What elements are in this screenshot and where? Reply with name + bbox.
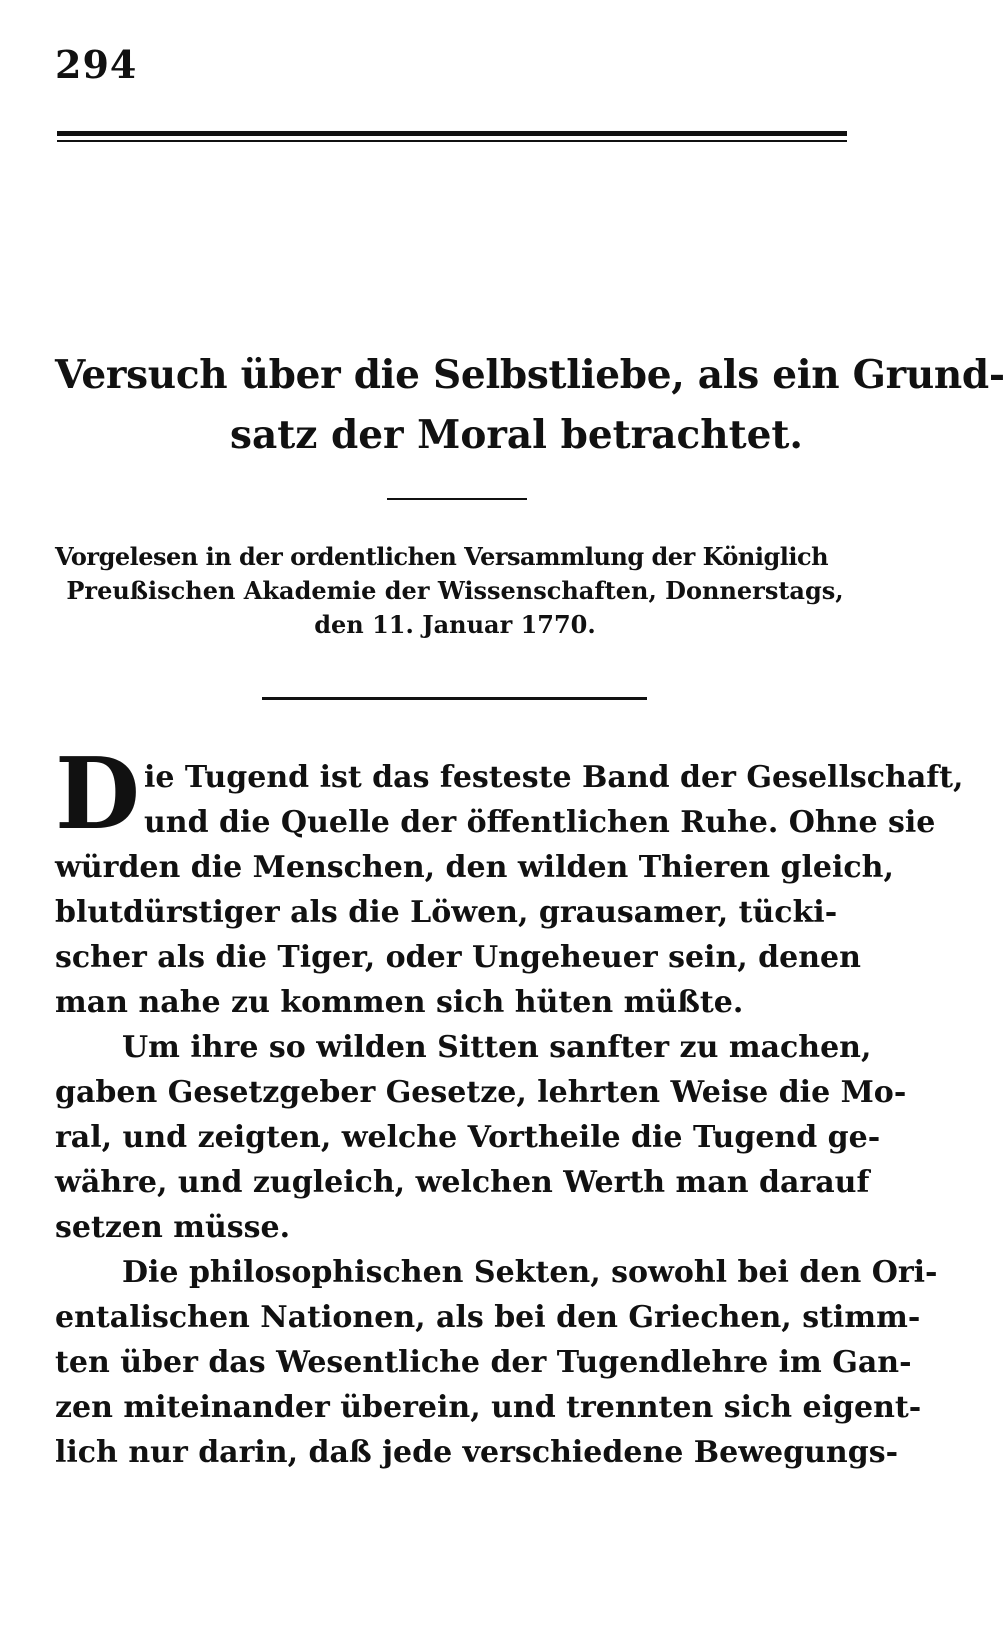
text-line: Um ihre so wilden Sitten sanfter zu machen, bbox=[122, 1030, 872, 1065]
header-rule-thick bbox=[57, 131, 847, 136]
title-line-1: Versuch über die Selbstliebe, als ein Grund- bbox=[55, 352, 1005, 398]
text-line: scher als die Tiger, oder Ungeheuer sein, denen bbox=[55, 940, 861, 975]
text-line: ie Tugend ist das festeste Band der Gesellschaft, bbox=[143, 760, 964, 795]
essay-title bbox=[55, 345, 1005, 465]
title-line-2: satz der Moral betrachtet. bbox=[230, 412, 804, 458]
reading-note bbox=[55, 540, 855, 642]
body-text bbox=[55, 737, 964, 1475]
section-separator-rule bbox=[262, 697, 647, 700]
text-line: währe, und zugleich, welchen Werth man darauf bbox=[55, 1165, 870, 1200]
text-line: lich nur darin, daß jede verschiedene Bewegungs- bbox=[55, 1435, 899, 1470]
text-line: zen miteinander überein, und trennten sich eigent- bbox=[55, 1390, 922, 1425]
paragraph-3 bbox=[55, 1250, 938, 1475]
paragraph-1 bbox=[55, 737, 964, 1025]
text-line: ral, und zeigten, welche Vortheile die Tugend ge- bbox=[55, 1120, 881, 1155]
paragraph-2 bbox=[55, 1025, 907, 1250]
text-line: blutdürstiger als die Löwen, grausamer, tücki- bbox=[55, 895, 838, 930]
text-line: und die Quelle der öffentlichen Ruhe. Ohne sie bbox=[143, 805, 936, 840]
title-separator-rule bbox=[387, 498, 527, 500]
page-number: 294 bbox=[55, 42, 138, 87]
text-line: man nahe zu kommen sich hüten müßte. bbox=[55, 985, 744, 1020]
reading-note-line-2: Preußischen Akademie der Wissenschaften, Donnerstags, bbox=[66, 576, 844, 605]
text-line: würden die Menschen, den wilden Thieren gleich, bbox=[55, 850, 894, 885]
reading-note-line-3: den 11. Januar 1770. bbox=[314, 610, 596, 639]
text-line: setzen müsse. bbox=[55, 1210, 291, 1245]
text-line: entalischen Nationen, als bei den Griechen, stimm- bbox=[55, 1300, 921, 1335]
header-double-rule bbox=[57, 131, 847, 145]
drop-cap: D bbox=[55, 737, 140, 852]
reading-note-line-1: Vorgelesen in der ordentlichen Versammlung der Königlich bbox=[55, 542, 829, 571]
text-line: ten über das Wesentliche der Tugendlehre im Gan- bbox=[55, 1345, 912, 1380]
text-line: Die philosophischen Sekten, sowohl bei den Ori- bbox=[122, 1255, 938, 1290]
text-line: gaben Gesetzgeber Gesetze, lehrten Weise die Mo- bbox=[55, 1075, 907, 1110]
header-rule-thin bbox=[57, 140, 847, 142]
